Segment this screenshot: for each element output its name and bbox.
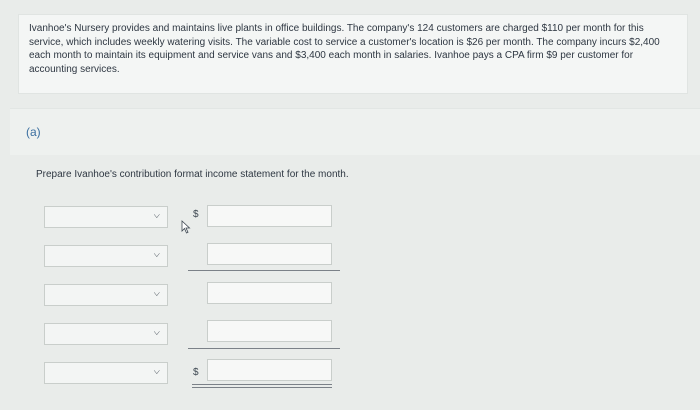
dollar-sign: $ [193, 367, 199, 378]
amount-input-5[interactable] [207, 359, 332, 381]
total-rule [188, 348, 340, 349]
part-header [10, 108, 700, 155]
problem-statement [18, 14, 688, 94]
chevron-down-icon: ⌵ [154, 249, 161, 260]
chevron-down-icon: ⌵ [154, 327, 161, 338]
double-rule-bottom [192, 387, 332, 388]
line-item-select-5[interactable] [44, 362, 168, 384]
amount-input-1[interactable] [207, 205, 332, 227]
problem-text: Ivanhoe's Nursery provides and maintains live plants in office buildings. The company's 124 customers are charged $110 per month for this service, which includes weekly watering visits. The variable cost to service a customer's location is $26 per month. The company incurs $2,400 each month to maintain its equipment and service vans and $3,400 each month in salaries. Ivanhoe pays a CPA firm $9 per customer for accounting services. [29, 23, 660, 75]
dollar-sign: $ [193, 209, 199, 220]
mouse-cursor-icon [181, 220, 191, 234]
line-item-select-3[interactable] [44, 284, 168, 306]
line-item-select-4[interactable] [44, 323, 168, 345]
amount-input-4[interactable] [207, 320, 332, 342]
part-label: (a) [26, 125, 41, 139]
chevron-down-icon: ⌵ [154, 366, 161, 377]
chevron-down-icon: ⌵ [154, 210, 161, 221]
double-rule-top [192, 384, 332, 385]
line-item-select-1[interactable] [44, 206, 168, 228]
amount-input-2[interactable] [207, 243, 332, 265]
amount-input-3[interactable] [207, 282, 332, 304]
line-item-select-2[interactable] [44, 245, 168, 267]
chevron-down-icon: ⌵ [154, 288, 161, 299]
instruction-text: Prepare Ivanhoe's contribution format income statement for the month. [36, 169, 349, 180]
subtotal-rule [188, 270, 340, 271]
